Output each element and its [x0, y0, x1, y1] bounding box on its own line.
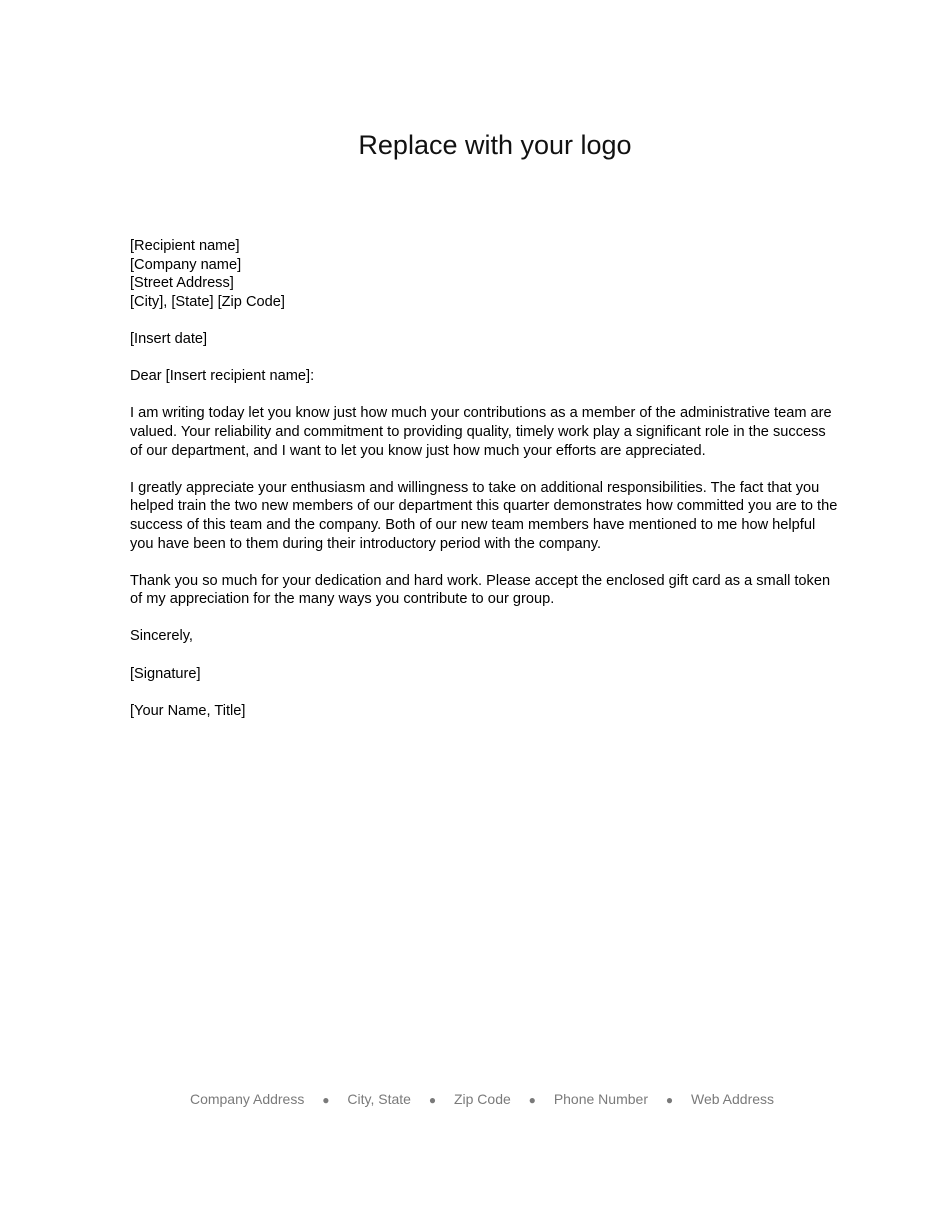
letter-date: [Insert date] — [130, 330, 208, 347]
paragraph-1: I am writing today let you know just how much your contributions as a member of the administrative team are valued. Your reliability and commitment to providing quality, timely work play a significant role in the success of our department, and I want to let you know just how much your efforts are appreciated. — [130, 405, 832, 459]
recipient-name: [Recipient name] — [130, 238, 240, 254]
footer-company-address: Company Address — [189, 1091, 305, 1107]
bullet-separator-icon: ● — [665, 1093, 674, 1107]
recipient-street: [Street Address] — [130, 275, 234, 292]
salutation: Dear [Insert recipient name]: — [130, 368, 315, 385]
letter-body — [130, 237, 840, 739]
paragraph-3: Thank you so much for your dedication and hard work. Please accept the enclosed gift card as a small token of my appreciation for the many ways you contribute to our group. — [130, 572, 831, 608]
closing: Sincerely, — [130, 628, 193, 645]
bullet-separator-icon: ● — [428, 1093, 437, 1107]
footer-city-state: City, State — [347, 1091, 411, 1107]
footer-zip-code: Zip Code — [453, 1091, 511, 1107]
footer-web-address: Web Address — [691, 1091, 775, 1107]
recipient-city-state-zip: [City], [State] [Zip Code] — [130, 293, 285, 310]
signature-placeholder: [Signature] — [130, 665, 201, 682]
paragraph-2: I greatly appreciate your enthusiasm and willingness to take on additional responsibilities. The fact that you helped train the two new members of our department this quarter demonstrates how committed you are to the success of this team and the company. Both of our new team members have mentioned to me how helpful you have been to them during their introductory period with the company. — [130, 479, 838, 552]
footer — [0, 1090, 950, 1109]
recipient-address — [130, 237, 840, 311]
recipient-company: [Company name] — [130, 256, 242, 273]
bullet-separator-icon: ● — [528, 1093, 536, 1107]
logo-placeholder: Replace with your logo — [358, 130, 632, 160]
sender-name-title: [Your Name, Title] — [130, 702, 246, 719]
bullet-separator-icon: ● — [322, 1093, 330, 1107]
footer-phone-number: Phone Number — [553, 1091, 648, 1107]
